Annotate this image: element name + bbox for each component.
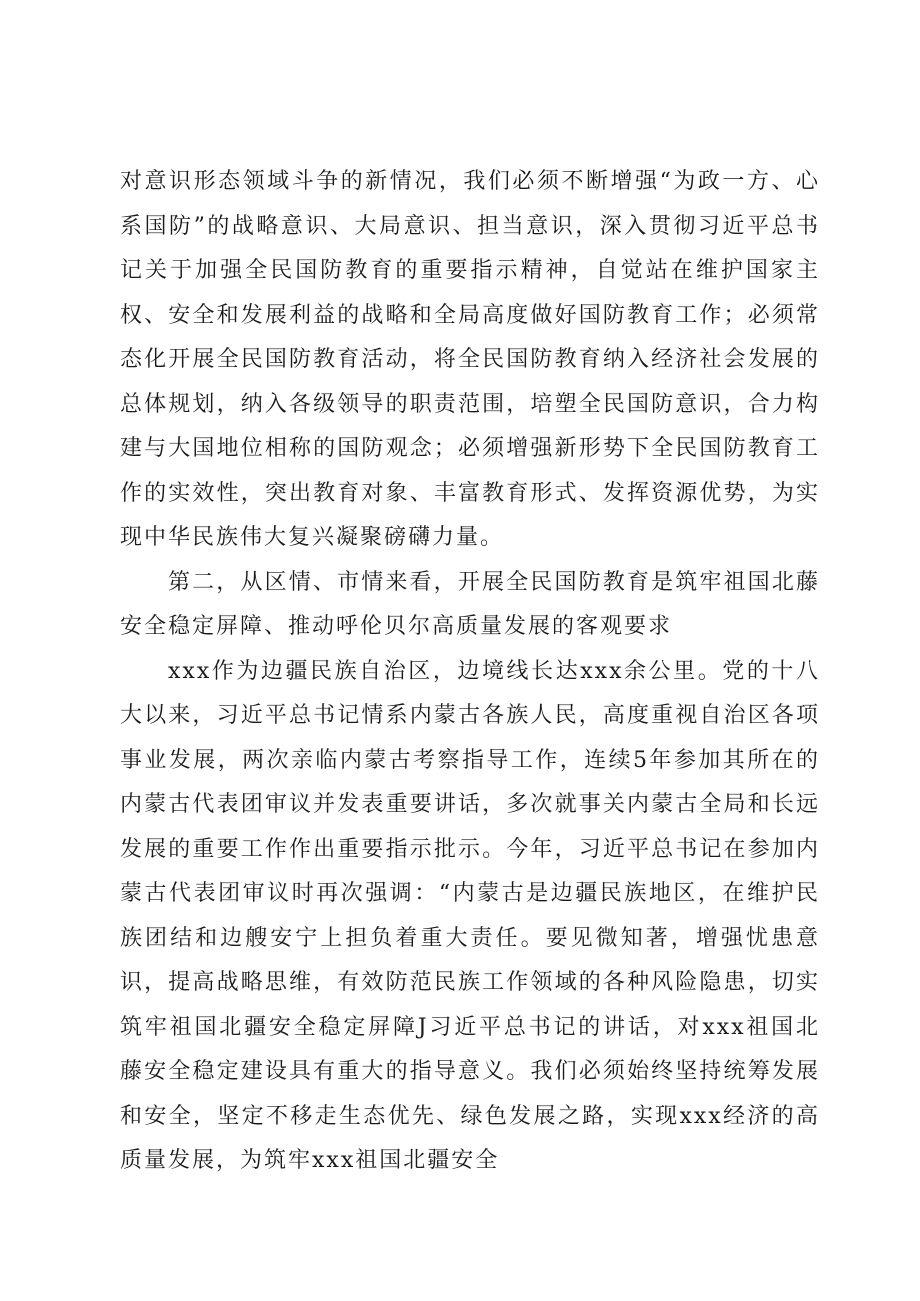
document-body [120, 160, 820, 1184]
paragraph-national-defense-awareness: 对意识形态领域斗争的新情况，我们必须不断增强“为政一方、心系国防”的战略意识、大局意识、担当意识，深入贯彻习近平总书记关于加强全民国防教育的重要指示精神，自觉站在维护国家主权、安全和发展利益的战略和全局高度做好国防教育工作；必须常态化开展全民国防教育活动，将全民国防教育纳入经济社会发展的总体规划，纳入各级领导的职责范围，培塑全民国防意识，合力构建与大国地位相称的国防观念；必须增强新形势下全民国防教育工作的实效性，突出教育对象、丰富教育形式、发挥资源优势，为实现中华民族伟大复兴凝聚磅礴力量。 [120, 169, 820, 550]
paragraph-border-region: xxx作为边疆民族自治区，边境线长达xxx余公里。党的十八大以来，习近平总书记情系内蒙古各族人民，高度重视自治区各项事业发展，两次亲临内蒙古考察指导工作，连续5年参加其所在的内蒙古代表团审议并发表重要讲话，多次就事关内蒙古全局和长远发展的重要工作作出重要指示批示。今年，习近平总书记在参加内蒙古代表团审议时再次强调：“内蒙古是边疆民族地区，在维护民族团结和边艘安宁上担负着重大责任。要见微知著，增强忧患意识，提高战略思维，有效防范民族工作领域的各种风险隐患，切实筑牢祖国北疆安全稳定屏障J习近平总书记的讲话，对xxx祖国北藤安全稳定建设具有重大的指导意义。我们必须始终坚持统筹发展和安全，坚定不移走生态优先、绿色发展之路，实现xxx经济的高质量发展，为筑牢xxx祖国北疆安全 [120, 658, 820, 1173]
paragraph-section-two-heading: 第二，从区情、市情来看，开展全民国防教育是筑牢祖国北藤安全稳定屏障、推动呼伦贝尔高质量发展的客观要求 [120, 569, 820, 639]
